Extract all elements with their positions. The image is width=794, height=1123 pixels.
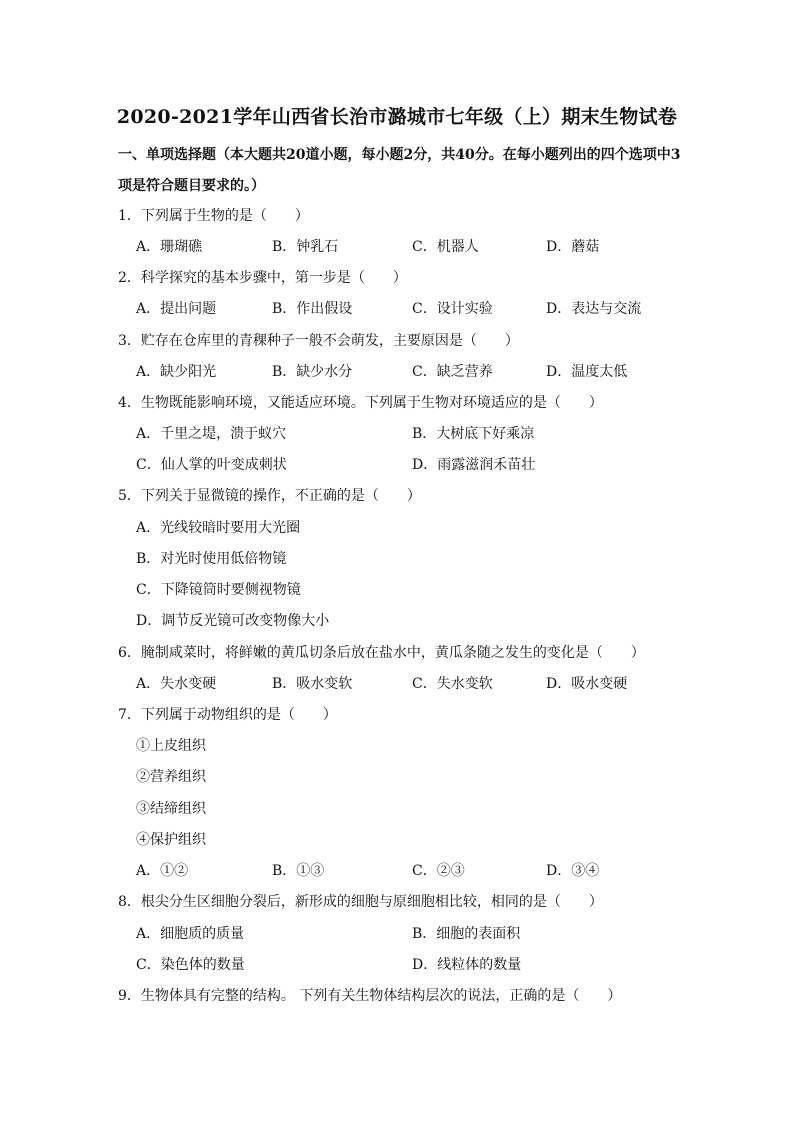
question-1-option-d: D．蘑菇 <box>546 239 600 255</box>
question-2-option-d: D．表达与交流 <box>546 301 642 317</box>
question-5-option-c: C．下降镜筒时要侧视物镜 <box>136 582 301 598</box>
question-7-item-1: ①上皮组织 <box>136 738 206 754</box>
question-8-option-d: D．线粒体的数量 <box>412 957 522 973</box>
question-5-option-a: A．光线较暗时要用大光圈 <box>136 520 301 536</box>
question-7-stem: 7．下列属于动物组织的是（ ） <box>118 707 337 723</box>
question-1-stem: 1．下列属于生物的是（ ） <box>118 208 309 224</box>
question-8-option-a: A．细胞质的质量 <box>136 926 245 942</box>
question-3-option-a: A．缺少阳光 <box>136 364 217 380</box>
question-7-item-3: ③结缔组织 <box>136 801 206 817</box>
question-4-option-d: D．雨露滋润禾苗壮 <box>412 457 536 473</box>
question-5-stem: 5．下列关于显微镜的操作，不正确的是（ ） <box>118 488 421 504</box>
question-6-option-d: D．吸水变硬 <box>546 676 628 692</box>
question-7-option-c: C．②③ <box>412 863 465 879</box>
question-4-option-a: A．千里之堤，溃于蚁穴 <box>136 426 287 442</box>
question-1-option-a: A．珊瑚礁 <box>136 239 203 255</box>
question-6-option-a: A．失水变硬 <box>136 676 217 692</box>
question-9-stem: 9．生物体具有完整的结构。 下列有关生物体结构层次的说法，正确的是（ ） <box>118 988 622 1004</box>
question-3-option-b: B．缺少水分 <box>272 364 353 380</box>
question-6-option-b: B．吸水变软 <box>272 676 353 692</box>
question-1-option-c: C．机器人 <box>412 239 479 255</box>
question-6-option-c: C．失水变软 <box>412 676 493 692</box>
question-2-option-c: C．设计实验 <box>412 301 493 317</box>
question-4-stem: 4．生物既能影响环境，又能适应环境。下列属于生物对环境适应的是（ ） <box>118 395 603 411</box>
question-3-stem: 3．贮存在仓库里的青稞种子一般不会萌发，主要原因是（ ） <box>118 333 519 349</box>
question-5-option-d: D．调节反光镜可改变物像大小 <box>136 613 330 629</box>
question-8-option-b: B．细胞的表面积 <box>412 926 521 942</box>
question-8-option-c: C．染色体的数量 <box>136 957 245 973</box>
question-7-item-2: ②营养组织 <box>136 769 206 785</box>
question-7-item-4: ④保护组织 <box>136 832 206 848</box>
question-2-option-b: B．作出假设 <box>272 301 353 317</box>
question-2-option-a: A．提出问题 <box>136 301 217 317</box>
question-3-option-d: D．温度太低 <box>546 364 628 380</box>
question-2-stem: 2．科学探究的基本步骤中，第一步是（ ） <box>118 270 407 286</box>
question-4-option-c: C．仙人掌的叶变成刺状 <box>136 457 287 473</box>
question-5-option-b: B．对光时使用低倍物镜 <box>136 551 287 567</box>
question-3-option-c: C．缺乏营养 <box>412 364 493 380</box>
question-4-option-b: B．大树底下好乘凉 <box>412 426 535 442</box>
exam-title: 2020-2021学年山西省长治市潞城市七年级（上）期末生物试卷 <box>116 106 678 128</box>
question-7-option-a: A．①② <box>136 863 189 879</box>
question-7-option-b: B．①③ <box>272 863 325 879</box>
question-6-stem: 6．腌制咸菜时，将鲜嫩的黄瓜切条后放在盐水中，黄瓜条随之发生的变化是（ ） <box>118 645 645 661</box>
question-8-stem: 8．根尖分生区细胞分裂后，新形成的细胞与原细胞相比较，相同的是（ ） <box>118 894 603 910</box>
question-7-option-d: D．③④ <box>546 863 600 879</box>
question-1-option-b: B．钟乳石 <box>272 239 339 255</box>
section-heading: 一、单项选择题（本大题共20道小题，每小题2分，共40分。在每小题列出的四个选项中3项是符合题目要求的。） <box>118 147 681 194</box>
